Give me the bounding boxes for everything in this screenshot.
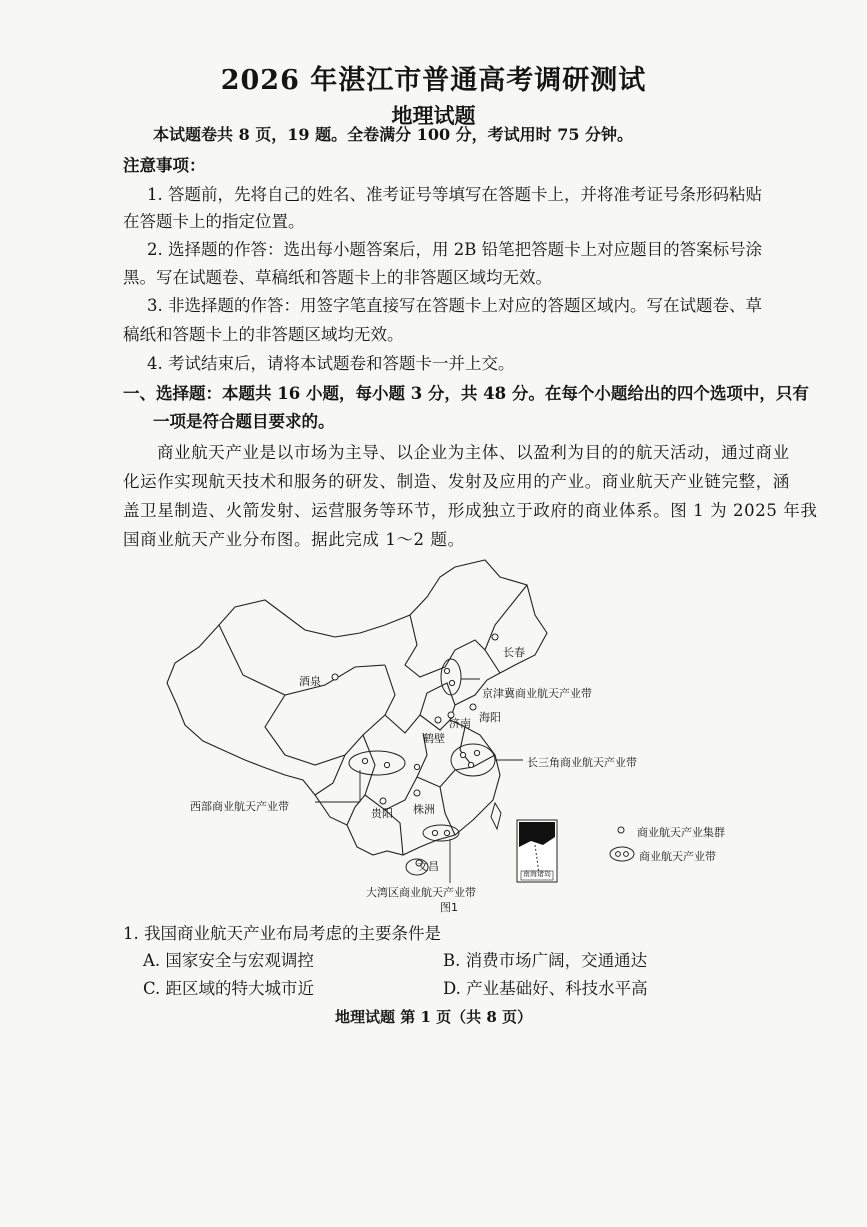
label-western-belt: 西部商业航天产业带: [190, 800, 289, 813]
label-changchun: 长春: [503, 646, 525, 659]
cluster-bay-2: [444, 830, 449, 835]
label-guiyang: 贵阳: [371, 807, 393, 820]
cluster-guiyang: [380, 798, 386, 804]
label-yangtze-belt: 长三角商业航天产业带: [527, 756, 637, 769]
cluster-zhuzhou: [414, 790, 420, 796]
option-d: D. 产业基础好、科技水平高: [443, 979, 648, 998]
label-inset: 南海诸岛: [523, 870, 551, 878]
cluster-hebi: [435, 717, 441, 723]
note-4: 4. 考试结束后，请将本试题卷和答题卡一并上交。: [147, 354, 515, 373]
note-2-line-2: 黑。写在试题卷、草稿纸和答题卡上的非答题区域均无效。: [123, 268, 552, 287]
notes-heading: 注意事项：: [123, 156, 206, 175]
option-c: C. 距区域的特大城市近: [143, 979, 315, 998]
label-jinan: 济南: [449, 717, 471, 730]
cluster-yangtze-1: [460, 752, 465, 757]
passage-line-1: 商业航天产业是以市场为主导、以企业为主体、以盈利为目的的航天活动，通过商业: [157, 443, 790, 462]
section-heading-line-1: 一、选择题：本题共 16 小题，每小题 3 分，共 48 分。在每个小题给出的四个选项中，只有: [123, 384, 809, 403]
legend-belt-dot-1: [616, 852, 621, 857]
cluster-tianjin: [449, 680, 454, 685]
cluster-yangtze-2: [474, 750, 479, 755]
cluster-bay-1: [432, 830, 437, 835]
passage-line-3: 盖卫星制造、火箭发射、运营服务等环节，形成独立于政府的商业体系。图 1 为 2025 年我: [123, 501, 818, 520]
label-jiuquan: 酒泉: [299, 675, 321, 688]
cluster-western-2: [384, 762, 389, 767]
china-aerospace-map: [155, 555, 725, 900]
cluster-yangtze-3: [468, 762, 473, 767]
cluster-changchun: [492, 634, 498, 640]
label-jingjinji-belt: 京津冀商业航天产业带: [482, 687, 592, 700]
page-footer: 地理试题 第 1 页（共 8 页）: [335, 1008, 532, 1026]
passage-line-4: 国商业航天产业分布图。据此完成 1～2 题。: [123, 530, 465, 549]
legend-belt-symbol: [610, 847, 634, 861]
label-greater-bay-belt: 大湾区商业航天产业带: [366, 886, 476, 899]
note-3-line-1: 3. 非选择题的作答：用签字笔直接写在答题卡上对应的答题区域内。写在试题卷、草: [147, 296, 762, 315]
cluster-wuhan: [414, 764, 419, 769]
cluster-haiyang: [470, 704, 476, 710]
note-2-line-1: 2. 选择题的作答：选出每小题答案后，用 2B 铅笔把答题卡上对应题目的答案标号涂: [147, 240, 763, 259]
cluster-jiuquan: [332, 674, 338, 680]
section-heading-line-2: 一项是符合题目要求的。: [153, 412, 335, 431]
label-haiyang: 海阳: [479, 711, 501, 724]
option-a: A. 国家安全与宏观调控: [143, 951, 314, 970]
cluster-beijing: [444, 668, 449, 673]
legend-belt-text: 商业航天产业带: [639, 850, 716, 863]
note-1-line-1: 1. 答题前，先将自己的姓名、准考证号等填写在答题卡上，并将准考证号条形码粘贴: [147, 185, 762, 204]
cluster-western-1: [362, 758, 367, 763]
legend-cluster-text: 商业航天产业集群: [637, 826, 725, 839]
legend-belt-dot-2: [624, 852, 629, 857]
option-b: B. 消费市场广阔，交通通达: [443, 951, 648, 970]
label-wenchang: 文昌: [417, 860, 439, 873]
taiwan-island: [491, 803, 501, 829]
map-svg: [155, 555, 715, 900]
label-hebi: 鹤壁: [423, 732, 445, 745]
legend-cluster-symbol: [618, 827, 624, 833]
jingjinji-belt: [441, 659, 461, 695]
page-title: 2026 年湛江市普通高考调研测试: [220, 65, 647, 96]
yangtze-belt: [451, 744, 495, 776]
question-1-stem: 1. 我国商业航天产业布局考虑的主要条件是: [123, 924, 441, 943]
industry-clusters: [332, 634, 498, 866]
label-zhuzhou: 株洲: [413, 803, 435, 816]
western-belt: [349, 751, 405, 775]
note-3-line-2: 稿纸和答题卡上的非答题区域均无效。: [123, 325, 404, 344]
figure-caption: 图1: [440, 901, 458, 914]
passage-line-2: 化运作实现航天技术和服务的研发、制造、发射及应用的产业。商业航天产业链完整，涵: [123, 472, 790, 491]
map-legend: [610, 827, 634, 861]
note-1-line-2: 在答题卡上的指定位置。: [123, 212, 305, 231]
subject-title: 地理试题: [391, 103, 476, 128]
exam-info: 本试题卷共 8 页，19 题。全卷满分 100 分，考试用时 75 分钟。: [153, 125, 634, 144]
